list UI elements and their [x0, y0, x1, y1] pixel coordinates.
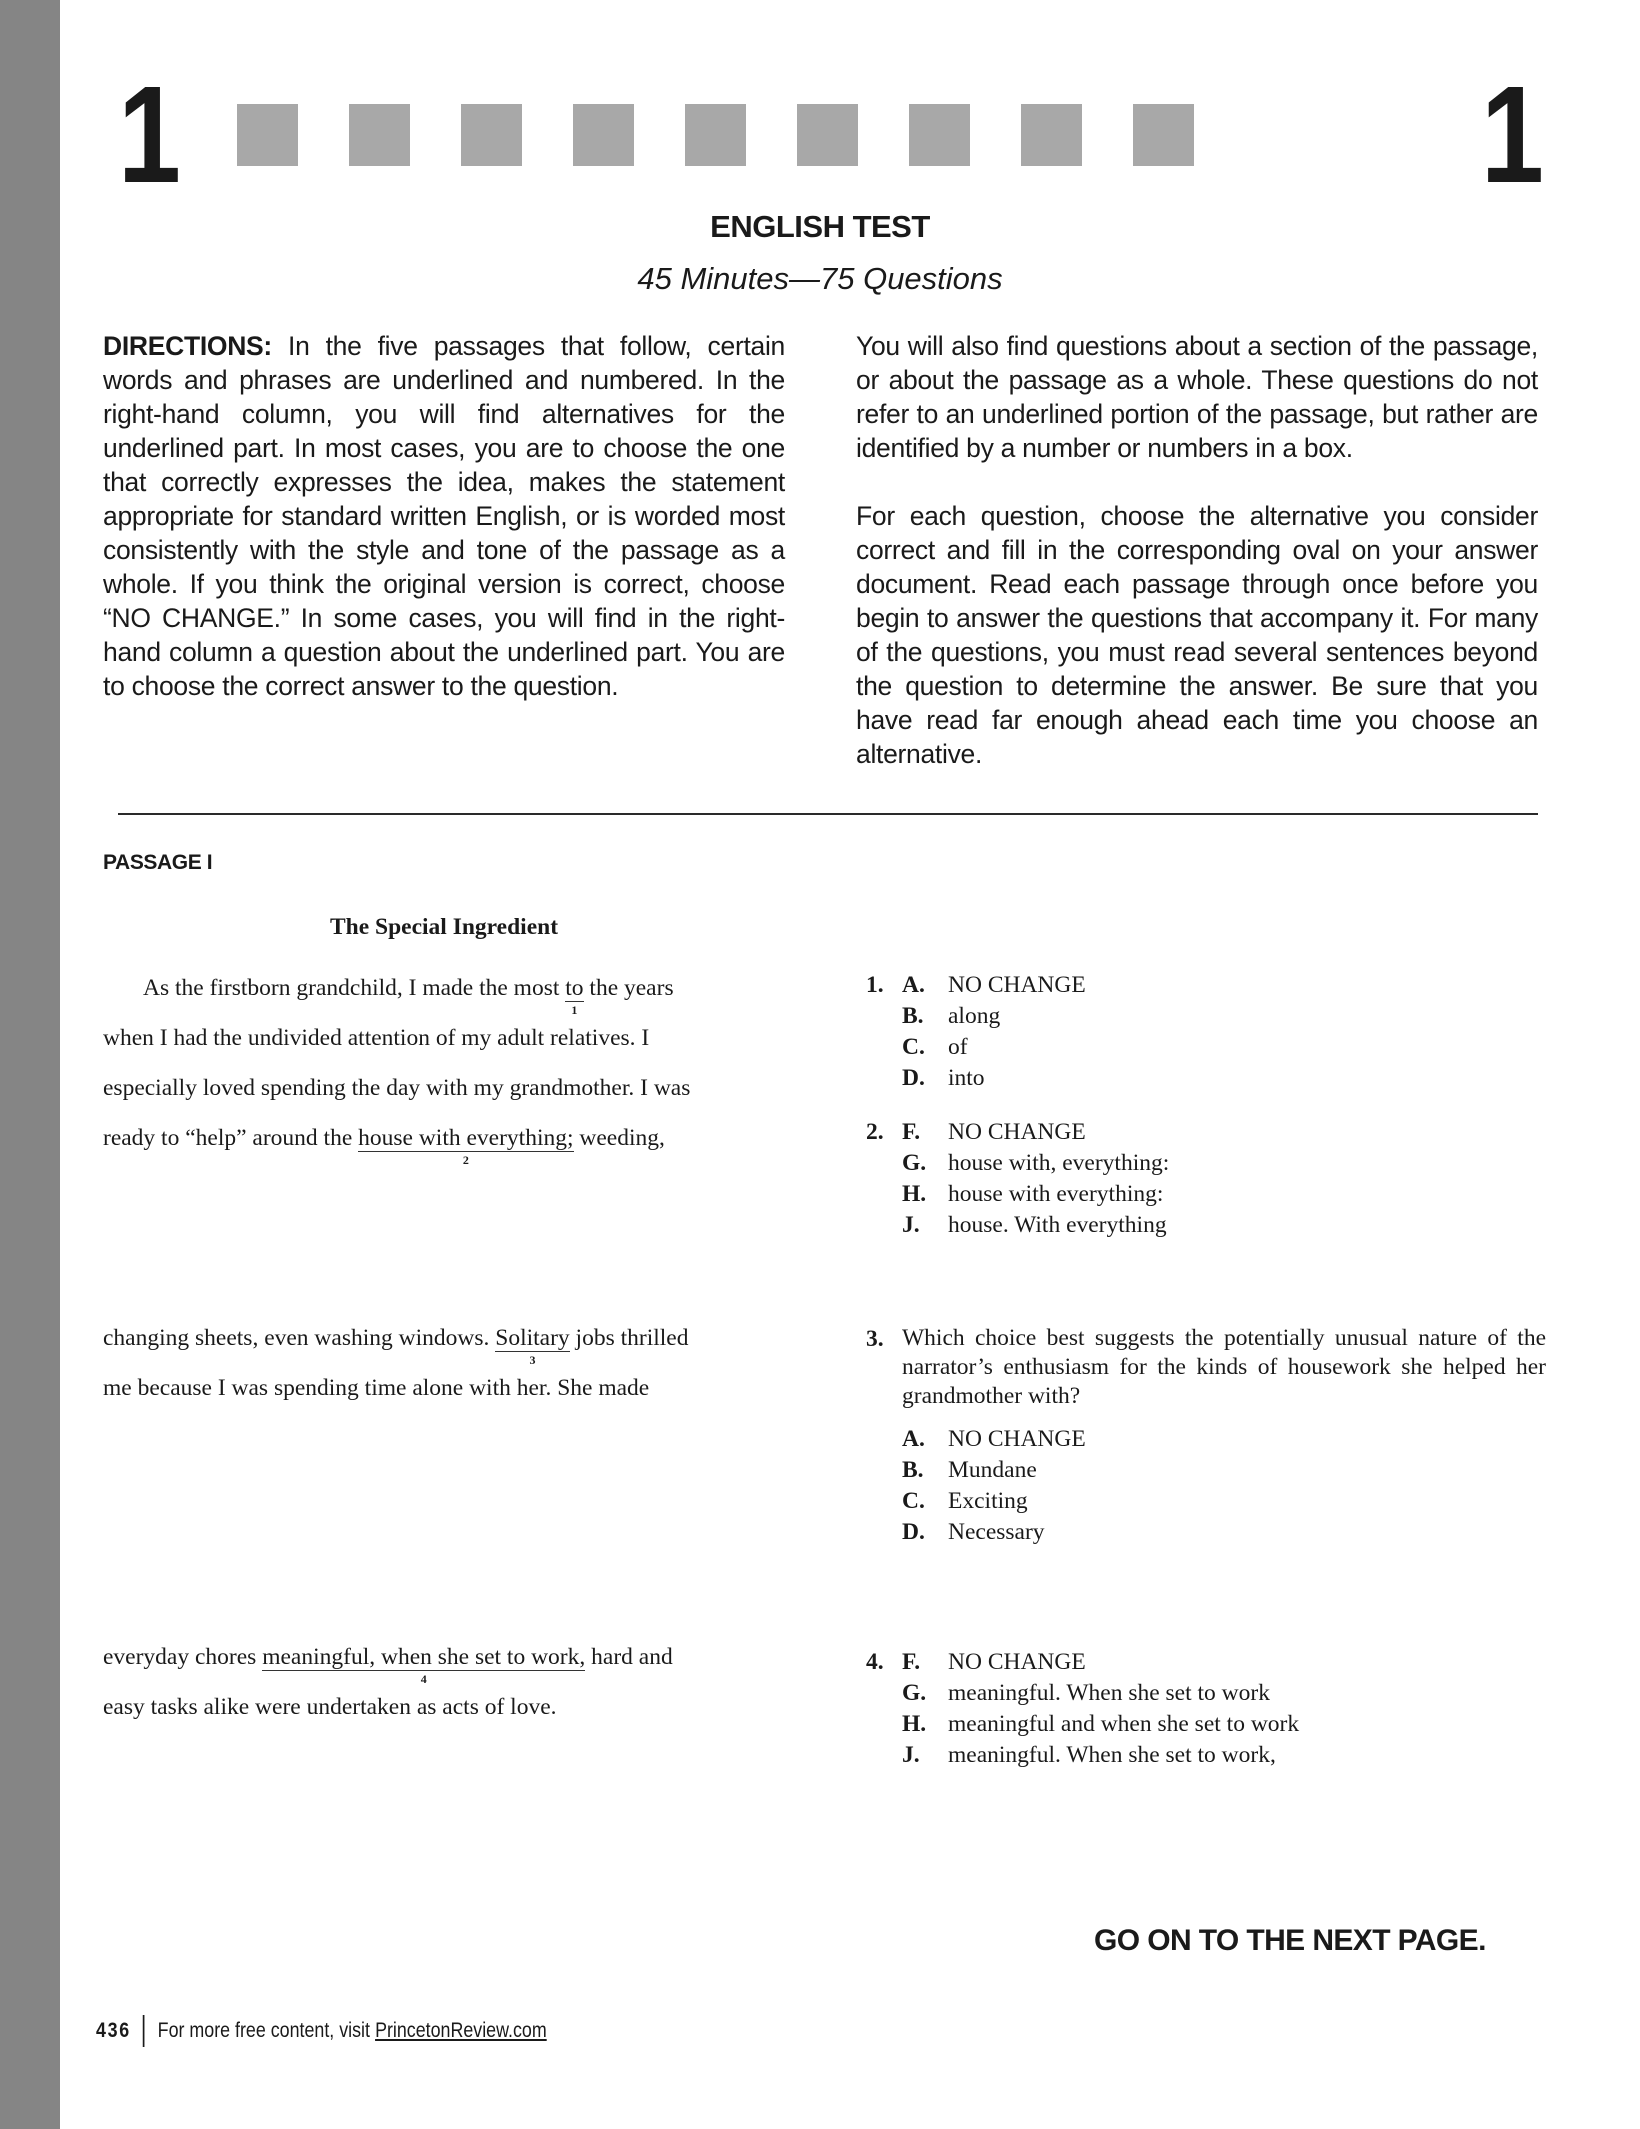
answer-option[interactable]: 1. A. NO CHANGE: [866, 972, 1086, 998]
passage-line: As the firstborn grandchild, I made the most to 1 the years: [143, 975, 674, 1017]
item-number: 2: [462, 1153, 469, 1167]
answer-option[interactable]: D. Necessary: [902, 1519, 1045, 1545]
footer-divider: [143, 2015, 144, 2047]
underlined-item-2[interactable]: house with everything; 2: [358, 1125, 574, 1167]
passage-line: everyday chores meaningful, when she set to work, 4 hard and: [103, 1644, 673, 1686]
square-marker: [685, 104, 746, 166]
underlined-item-1[interactable]: to 1: [565, 975, 584, 1017]
square-marker: [797, 104, 858, 166]
question-4: [866, 1647, 1546, 1771]
directions-right-column: [856, 329, 1538, 805]
test-title: ENGLISH TEST: [710, 209, 930, 244]
answer-option[interactable]: J. house. With everything: [902, 1212, 1167, 1238]
answer-option[interactable]: 2. F. NO CHANGE: [866, 1119, 1086, 1145]
page-footer: [96, 2015, 547, 2047]
underlined-item-4[interactable]: meaningful, when she set to work, 4: [262, 1644, 586, 1686]
item-number: 4: [420, 1672, 427, 1686]
page-edge-bar: [0, 0, 60, 2129]
passage-line: especially loved spending the day with my grandmother. I was: [103, 1075, 691, 1101]
go-on-next-page: GO ON TO THE NEXT PAGE.: [1094, 1924, 1486, 1957]
princeton-review-link[interactable]: PrincetonReview.com: [375, 2019, 547, 2042]
directions-paragraph-boxed-questions: You will also find questions about a section of the passage, or about the passage as a whole. These questions do not refer to an underlined portion of the passage, but rather are identified by a number or numbers in a box.: [856, 331, 1538, 463]
passage-line: changing sheets, even washing windows. Solitary 3 jobs thrilled: [103, 1325, 689, 1367]
answer-option[interactable]: H. meaningful and when she set to work: [902, 1711, 1300, 1737]
passage-line: ready to “help” around the house with everything; 2 weeding,: [103, 1125, 665, 1167]
square-marker: [909, 104, 970, 166]
square-marker: [237, 104, 298, 166]
question-3: [866, 1324, 1546, 1548]
answer-option[interactable]: J. meaningful. When she set to work,: [902, 1742, 1276, 1768]
answer-option[interactable]: C. of: [902, 1034, 968, 1060]
answer-option[interactable]: C. Exciting: [902, 1488, 1028, 1514]
directions-paragraph: [103, 329, 785, 703]
question-stem: 3. Which choice best suggests the potentially unusual nature of the narrator’s enthusiasm for the kinds of housework she helped her grandmother with?: [866, 1325, 1546, 1409]
passage-line: me because I was spending time alone with her. She made: [103, 1375, 650, 1401]
answer-option[interactable]: D. into: [902, 1065, 985, 1091]
question-1: [866, 970, 1546, 1094]
directions-paragraph-answering: For each question, choose the alternative you consider correct and fill in the corresponding oval on your answer document. Read each passage through once before you begin to answer the questions that accompany it. For many of the questions, you must read several sentences beyond the question to determine the answer. Be sure that you have read far enough ahead each time you choose an alternative.: [856, 501, 1538, 769]
question-2: [866, 1117, 1546, 1241]
answer-option[interactable]: G. meaningful. When she set to work: [902, 1680, 1270, 1706]
answer-options: [902, 1424, 1546, 1548]
passage-block-2: [103, 1313, 803, 1413]
section-divider: [118, 813, 1538, 815]
answer-option[interactable]: B. Mundane: [902, 1457, 1037, 1483]
answer-option[interactable]: A. NO CHANGE: [902, 1426, 1086, 1452]
square-marker: [1021, 104, 1082, 166]
answer-option[interactable]: 4. F. NO CHANGE: [866, 1649, 1086, 1675]
underlined-item-3[interactable]: Solitary 3: [495, 1325, 570, 1367]
test-subtitle: 45 Minutes—75 Questions: [637, 261, 1003, 296]
section-number-left: 1: [118, 58, 181, 212]
section-squares: [237, 104, 1194, 166]
answer-option[interactable]: H. house with everything:: [902, 1181, 1164, 1207]
answer-option[interactable]: B. along: [902, 1003, 1001, 1029]
passage-block-1: [103, 963, 803, 1167]
passage-label: PASSAGE I: [103, 851, 213, 874]
passage-line: when I had the undivided attention of my adult relatives. I: [103, 1025, 650, 1051]
directions-left-column: [103, 329, 785, 737]
page-number: 436: [96, 2019, 131, 2042]
passage-title: The Special Ingredient: [329, 914, 559, 940]
footer-promo-text: For more free content, visit: [157, 2019, 370, 2042]
item-number: 1: [571, 1003, 578, 1017]
section-number-right: 1: [1481, 58, 1544, 212]
square-marker: [1133, 104, 1194, 166]
directions-label: DIRECTIONS:: [103, 331, 272, 361]
answer-option[interactable]: G. house with, everything:: [902, 1150, 1170, 1176]
directions-text: In the five passages that follow, certain words and phrases are underlined and numbered. In the right-hand column, you will find alternatives for the underlined part. In most cases, you are to choose the one that correctly expresses the idea, makes the statement appropriate for standard written English, or is worded most consistently with the style and tone of the passage as a whole. If you think the original version is correct, choose “NO CHANGE.” In some cases, you will find in the right-hand column a question about the underlined part. You are to choose the correct answer to the question.: [103, 331, 785, 701]
item-number: 3: [529, 1353, 536, 1367]
square-marker: [349, 104, 410, 166]
passage-line: easy tasks alike were undertaken as acts of love.: [103, 1694, 557, 1720]
passage-block-3: [103, 1632, 803, 1732]
square-marker: [573, 104, 634, 166]
square-marker: [461, 104, 522, 166]
